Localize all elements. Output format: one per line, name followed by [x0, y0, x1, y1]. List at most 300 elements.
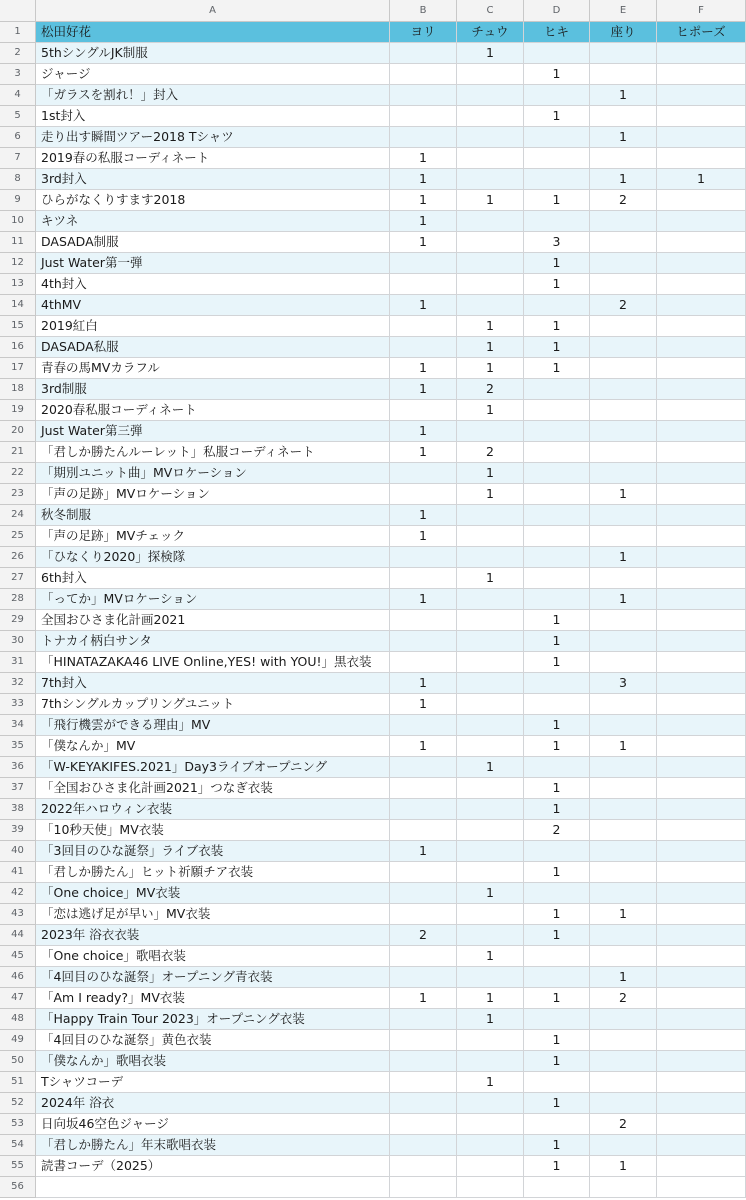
- cell-name[interactable]: 走り出す瞬間ツアー2018 Tシャツ: [36, 127, 390, 148]
- cell-yori[interactable]: 1: [390, 190, 457, 211]
- cell-chuu[interactable]: [457, 652, 524, 673]
- column-header-f[interactable]: F: [657, 0, 746, 22]
- cell-hiki[interactable]: 1: [524, 862, 590, 883]
- cell-hipose[interactable]: [657, 1156, 746, 1177]
- cell-yori[interactable]: [390, 862, 457, 883]
- cell-name[interactable]: 2019紅白: [36, 316, 390, 337]
- cell-hipose[interactable]: [657, 547, 746, 568]
- column-header-e[interactable]: E: [590, 0, 657, 22]
- cell-name[interactable]: ひらがなくりすます2018: [36, 190, 390, 211]
- row-header[interactable]: 43: [0, 904, 36, 925]
- cell-chuu[interactable]: 1: [457, 484, 524, 505]
- cell-hipose[interactable]: [657, 211, 746, 232]
- cell-name[interactable]: DASADA制服: [36, 232, 390, 253]
- cell-yori[interactable]: [390, 631, 457, 652]
- cell-hipose[interactable]: [657, 988, 746, 1009]
- row-header[interactable]: 16: [0, 337, 36, 358]
- cell-hipose[interactable]: [657, 1114, 746, 1135]
- cell-chuu[interactable]: [457, 106, 524, 127]
- cell-chuu[interactable]: 1: [457, 568, 524, 589]
- row-header[interactable]: 24: [0, 505, 36, 526]
- cell-name[interactable]: トナカイ柄白サンタ: [36, 631, 390, 652]
- cell-hiki[interactable]: 1: [524, 904, 590, 925]
- cell-suwari[interactable]: [590, 1093, 657, 1114]
- cell-hipose[interactable]: [657, 589, 746, 610]
- row-header[interactable]: 13: [0, 274, 36, 295]
- cell-hiki[interactable]: [524, 484, 590, 505]
- cell-yori[interactable]: [390, 778, 457, 799]
- cell-hiki[interactable]: [524, 127, 590, 148]
- cell-name[interactable]: 2019春の私服コーディネート: [36, 148, 390, 169]
- cell-yori[interactable]: 1: [390, 988, 457, 1009]
- cell-hiki[interactable]: 1: [524, 337, 590, 358]
- cell-hipose[interactable]: [657, 694, 746, 715]
- cell-suwari[interactable]: 1: [590, 169, 657, 190]
- cell-hipose[interactable]: [657, 946, 746, 967]
- cell-hipose[interactable]: [657, 106, 746, 127]
- cell-name[interactable]: 「HINATAZAKA46 LIVE Online,YES! with YOU!」黒衣装: [36, 652, 390, 673]
- cell-hiki[interactable]: 1: [524, 253, 590, 274]
- cell-yori[interactable]: 1: [390, 358, 457, 379]
- cell-name[interactable]: 「声の足跡」MVチェック: [36, 526, 390, 547]
- cell-hiki[interactable]: [524, 169, 590, 190]
- cell-suwari[interactable]: 1: [590, 736, 657, 757]
- cell-hipose[interactable]: [657, 736, 746, 757]
- cell-suwari[interactable]: [590, 253, 657, 274]
- row-header[interactable]: 6: [0, 127, 36, 148]
- cell-suwari[interactable]: [590, 568, 657, 589]
- row-header[interactable]: 37: [0, 778, 36, 799]
- cell-name[interactable]: 「4回目のひな誕祭」黄色衣装: [36, 1030, 390, 1051]
- row-header[interactable]: 17: [0, 358, 36, 379]
- cell-hiki[interactable]: 2: [524, 820, 590, 841]
- cell-hiki[interactable]: 1: [524, 1156, 590, 1177]
- cell-hiki[interactable]: 1: [524, 64, 590, 85]
- cell-hipose[interactable]: [657, 904, 746, 925]
- cell-name[interactable]: 読書コーデ（2025）: [36, 1156, 390, 1177]
- cell-hipose[interactable]: [657, 295, 746, 316]
- cell-name[interactable]: 「ってか」MVロケーション: [36, 589, 390, 610]
- cell-chuu[interactable]: [457, 673, 524, 694]
- cell-name[interactable]: 2024年 浴衣: [36, 1093, 390, 1114]
- cell-yori[interactable]: [390, 106, 457, 127]
- cell-name[interactable]: 「10秒天使」MV衣装: [36, 820, 390, 841]
- cell-yori[interactable]: 1: [390, 442, 457, 463]
- cell-suwari[interactable]: 2: [590, 988, 657, 1009]
- row-header[interactable]: 48: [0, 1009, 36, 1030]
- cell-chuu[interactable]: [457, 232, 524, 253]
- cell-chuu[interactable]: [457, 694, 524, 715]
- cell-suwari[interactable]: 1: [590, 967, 657, 988]
- cell-suwari[interactable]: [590, 442, 657, 463]
- cell-hipose[interactable]: [657, 631, 746, 652]
- cell-hipose[interactable]: [657, 505, 746, 526]
- row-header[interactable]: 10: [0, 211, 36, 232]
- cell-yori[interactable]: [390, 274, 457, 295]
- cell-yori[interactable]: [390, 43, 457, 64]
- cell-hiki[interactable]: [524, 85, 590, 106]
- cell-name[interactable]: DASADA私服: [36, 337, 390, 358]
- cell-name[interactable]: 「僕なんか」歌唱衣装: [36, 1051, 390, 1072]
- cell-chuu[interactable]: [457, 589, 524, 610]
- cell-chuu[interactable]: [457, 967, 524, 988]
- cell-suwari[interactable]: [590, 610, 657, 631]
- cell-yori[interactable]: 1: [390, 673, 457, 694]
- row-header[interactable]: 14: [0, 295, 36, 316]
- cell-hiki[interactable]: [524, 505, 590, 526]
- cell-hipose[interactable]: [657, 820, 746, 841]
- cell-hipose[interactable]: [657, 463, 746, 484]
- cell-name[interactable]: 「One choice」MV衣装: [36, 883, 390, 904]
- cell-chuu[interactable]: [457, 1114, 524, 1135]
- cell-suwari[interactable]: [590, 1051, 657, 1072]
- cell-hiki[interactable]: 1: [524, 610, 590, 631]
- column-header-d[interactable]: D: [524, 0, 590, 22]
- cell-yori[interactable]: [390, 253, 457, 274]
- row-header[interactable]: 55: [0, 1156, 36, 1177]
- row-header[interactable]: 5: [0, 106, 36, 127]
- empty-cell[interactable]: [36, 1177, 390, 1198]
- row-header[interactable]: 40: [0, 841, 36, 862]
- row-header[interactable]: 34: [0, 715, 36, 736]
- cell-hiki[interactable]: [524, 148, 590, 169]
- cell-hipose[interactable]: [657, 232, 746, 253]
- cell-hipose[interactable]: [657, 442, 746, 463]
- cell-chuu[interactable]: [457, 64, 524, 85]
- cell-hipose[interactable]: [657, 967, 746, 988]
- cell-suwari[interactable]: [590, 211, 657, 232]
- cell-chuu[interactable]: 1: [457, 883, 524, 904]
- cell-chuu[interactable]: [457, 1051, 524, 1072]
- cell-hiki[interactable]: 1: [524, 274, 590, 295]
- empty-cell[interactable]: [657, 1177, 746, 1198]
- row-header[interactable]: 54: [0, 1135, 36, 1156]
- cell-chuu[interactable]: [457, 925, 524, 946]
- cell-name[interactable]: Just Water第三弾: [36, 421, 390, 442]
- cell-chuu[interactable]: [457, 148, 524, 169]
- cell-yori[interactable]: 1: [390, 589, 457, 610]
- cell-hipose[interactable]: [657, 1093, 746, 1114]
- row-header[interactable]: 20: [0, 421, 36, 442]
- cell-suwari[interactable]: 2: [590, 1114, 657, 1135]
- cell-chuu[interactable]: [457, 85, 524, 106]
- cell-suwari[interactable]: 1: [590, 127, 657, 148]
- cell-yori[interactable]: 1: [390, 736, 457, 757]
- cell-chuu[interactable]: [457, 1093, 524, 1114]
- cell-chuu[interactable]: 1: [457, 43, 524, 64]
- cell-suwari[interactable]: [590, 715, 657, 736]
- cell-suwari[interactable]: 2: [590, 295, 657, 316]
- cell-chuu[interactable]: [457, 295, 524, 316]
- cell-hipose[interactable]: [657, 778, 746, 799]
- cell-hipose[interactable]: [657, 925, 746, 946]
- cell-hipose[interactable]: 1: [657, 169, 746, 190]
- cell-hipose[interactable]: [657, 1051, 746, 1072]
- cell-chuu[interactable]: 1: [457, 1072, 524, 1093]
- cell-chuu[interactable]: [457, 631, 524, 652]
- cell-hiki[interactable]: [524, 211, 590, 232]
- cell-yori[interactable]: [390, 1093, 457, 1114]
- cell-suwari[interactable]: [590, 358, 657, 379]
- cell-suwari[interactable]: [590, 505, 657, 526]
- cell-name[interactable]: 3rd封入: [36, 169, 390, 190]
- row-header[interactable]: 23: [0, 484, 36, 505]
- row-header[interactable]: 41: [0, 862, 36, 883]
- row-header[interactable]: 1: [0, 22, 36, 43]
- empty-cell[interactable]: [457, 1177, 524, 1198]
- cell-suwari[interactable]: [590, 1072, 657, 1093]
- row-header[interactable]: 44: [0, 925, 36, 946]
- cell-yori[interactable]: [390, 799, 457, 820]
- cell-suwari[interactable]: [590, 400, 657, 421]
- cell-name[interactable]: 全国おひさま化計画2021: [36, 610, 390, 631]
- empty-cell[interactable]: [590, 1177, 657, 1198]
- cell-name[interactable]: 1st封入: [36, 106, 390, 127]
- cell-name[interactable]: 「4回目のひな誕祭」オープニング青衣装: [36, 967, 390, 988]
- cell-yori[interactable]: 1: [390, 841, 457, 862]
- cell-chuu[interactable]: [457, 274, 524, 295]
- row-header[interactable]: 51: [0, 1072, 36, 1093]
- cell-chuu[interactable]: 1: [457, 463, 524, 484]
- cell-suwari[interactable]: [590, 274, 657, 295]
- column-header-b[interactable]: B: [390, 0, 457, 22]
- row-header[interactable]: 28: [0, 589, 36, 610]
- header-cell-hiki[interactable]: ヒキ: [524, 22, 590, 43]
- cell-hipose[interactable]: [657, 1072, 746, 1093]
- cell-suwari[interactable]: [590, 652, 657, 673]
- cell-name[interactable]: 「One choice」歌唱衣装: [36, 946, 390, 967]
- cell-name[interactable]: 4th封入: [36, 274, 390, 295]
- cell-name[interactable]: Tシャツコーデ: [36, 1072, 390, 1093]
- cell-chuu[interactable]: [457, 778, 524, 799]
- cell-yori[interactable]: [390, 883, 457, 904]
- row-header[interactable]: 35: [0, 736, 36, 757]
- cell-hipose[interactable]: [657, 274, 746, 295]
- cell-suwari[interactable]: [590, 379, 657, 400]
- cell-suwari[interactable]: [590, 778, 657, 799]
- cell-yori[interactable]: [390, 757, 457, 778]
- cell-yori[interactable]: 1: [390, 232, 457, 253]
- cell-yori[interactable]: [390, 316, 457, 337]
- cell-chuu[interactable]: 2: [457, 379, 524, 400]
- empty-cell[interactable]: [524, 1177, 590, 1198]
- cell-hipose[interactable]: [657, 652, 746, 673]
- cell-suwari[interactable]: [590, 43, 657, 64]
- cell-suwari[interactable]: [590, 883, 657, 904]
- cell-suwari[interactable]: [590, 631, 657, 652]
- cell-suwari[interactable]: [590, 946, 657, 967]
- cell-suwari[interactable]: [590, 757, 657, 778]
- cell-suwari[interactable]: [590, 799, 657, 820]
- cell-chuu[interactable]: [457, 799, 524, 820]
- cell-hiki[interactable]: 1: [524, 1093, 590, 1114]
- cell-yori[interactable]: [390, 127, 457, 148]
- cell-yori[interactable]: [390, 400, 457, 421]
- cell-hipose[interactable]: [657, 316, 746, 337]
- cell-hiki[interactable]: [524, 421, 590, 442]
- cell-name[interactable]: 「全国おひさま化計画2021」つなぎ衣装: [36, 778, 390, 799]
- cell-suwari[interactable]: [590, 337, 657, 358]
- cell-chuu[interactable]: [457, 904, 524, 925]
- cell-hipose[interactable]: [657, 43, 746, 64]
- cell-yori[interactable]: [390, 1051, 457, 1072]
- cell-chuu[interactable]: 1: [457, 757, 524, 778]
- cell-hiki[interactable]: 1: [524, 988, 590, 1009]
- cell-name[interactable]: 2020春私服コーディネート: [36, 400, 390, 421]
- cell-yori[interactable]: 1: [390, 211, 457, 232]
- cell-hipose[interactable]: [657, 715, 746, 736]
- row-header[interactable]: 56: [0, 1177, 36, 1198]
- cell-name[interactable]: 「君しか勝たんルーレット」私服コーディネート: [36, 442, 390, 463]
- header-cell-hipose[interactable]: ヒポーズ: [657, 22, 746, 43]
- cell-name[interactable]: 5thシングルJK制服: [36, 43, 390, 64]
- row-header[interactable]: 31: [0, 652, 36, 673]
- cell-hipose[interactable]: [657, 190, 746, 211]
- cell-hipose[interactable]: [657, 841, 746, 862]
- cell-hiki[interactable]: [524, 946, 590, 967]
- cell-name[interactable]: 「期別ユニット曲」MVロケーション: [36, 463, 390, 484]
- column-header-a[interactable]: A: [36, 0, 390, 22]
- cell-yori[interactable]: [390, 85, 457, 106]
- select-all-corner[interactable]: [0, 0, 36, 22]
- cell-hiki[interactable]: [524, 1072, 590, 1093]
- cell-chuu[interactable]: 2: [457, 442, 524, 463]
- cell-chuu[interactable]: [457, 1030, 524, 1051]
- cell-name[interactable]: 「声の足跡」MVロケーション: [36, 484, 390, 505]
- cell-hiki[interactable]: [524, 1114, 590, 1135]
- cell-name[interactable]: 秋冬制服: [36, 505, 390, 526]
- cell-suwari[interactable]: [590, 64, 657, 85]
- cell-hipose[interactable]: [657, 85, 746, 106]
- row-header[interactable]: 39: [0, 820, 36, 841]
- cell-chuu[interactable]: 1: [457, 1009, 524, 1030]
- cell-suwari[interactable]: [590, 862, 657, 883]
- cell-name[interactable]: 「君しか勝たん」ヒット祈願チア衣装: [36, 862, 390, 883]
- row-header[interactable]: 8: [0, 169, 36, 190]
- cell-yori[interactable]: [390, 610, 457, 631]
- row-header[interactable]: 15: [0, 316, 36, 337]
- row-header[interactable]: 22: [0, 463, 36, 484]
- column-header-c[interactable]: C: [457, 0, 524, 22]
- cell-name[interactable]: 「3回目のひな誕祭」ライブ衣装: [36, 841, 390, 862]
- row-header[interactable]: 30: [0, 631, 36, 652]
- cell-hipose[interactable]: [657, 358, 746, 379]
- cell-yori[interactable]: 1: [390, 526, 457, 547]
- cell-hiki[interactable]: [524, 568, 590, 589]
- row-header[interactable]: 53: [0, 1114, 36, 1135]
- cell-hipose[interactable]: [657, 400, 746, 421]
- cell-yori[interactable]: 1: [390, 169, 457, 190]
- row-header[interactable]: 27: [0, 568, 36, 589]
- row-header[interactable]: 47: [0, 988, 36, 1009]
- cell-hiki[interactable]: [524, 442, 590, 463]
- cell-hiki[interactable]: 1: [524, 316, 590, 337]
- cell-yori[interactable]: [390, 1114, 457, 1135]
- cell-name[interactable]: ジャージ: [36, 64, 390, 85]
- cell-yori[interactable]: [390, 337, 457, 358]
- cell-yori[interactable]: [390, 484, 457, 505]
- cell-hiki[interactable]: 1: [524, 631, 590, 652]
- cell-hiki[interactable]: 1: [524, 190, 590, 211]
- cell-yori[interactable]: [390, 967, 457, 988]
- row-header[interactable]: 12: [0, 253, 36, 274]
- row-header[interactable]: 45: [0, 946, 36, 967]
- cell-name[interactable]: 7th封入: [36, 673, 390, 694]
- cell-hiki[interactable]: 1: [524, 925, 590, 946]
- cell-chuu[interactable]: [457, 127, 524, 148]
- cell-suwari[interactable]: 1: [590, 85, 657, 106]
- cell-chuu[interactable]: 1: [457, 337, 524, 358]
- cell-hiki[interactable]: [524, 526, 590, 547]
- cell-suwari[interactable]: 2: [590, 190, 657, 211]
- cell-chuu[interactable]: [457, 841, 524, 862]
- cell-hiki[interactable]: 1: [524, 736, 590, 757]
- cell-hipose[interactable]: [657, 127, 746, 148]
- cell-suwari[interactable]: 1: [590, 547, 657, 568]
- cell-suwari[interactable]: [590, 232, 657, 253]
- cell-hipose[interactable]: [657, 148, 746, 169]
- cell-name[interactable]: 「Am I ready?」MV衣装: [36, 988, 390, 1009]
- cell-chuu[interactable]: [457, 610, 524, 631]
- cell-name[interactable]: 「恋は逃げ足が早い」MV衣装: [36, 904, 390, 925]
- cell-yori[interactable]: [390, 463, 457, 484]
- cell-hipose[interactable]: [657, 484, 746, 505]
- header-cell-suwari[interactable]: 座り: [590, 22, 657, 43]
- row-header[interactable]: 9: [0, 190, 36, 211]
- cell-yori[interactable]: [390, 1135, 457, 1156]
- cell-suwari[interactable]: [590, 106, 657, 127]
- cell-hiki[interactable]: [524, 883, 590, 904]
- cell-hiki[interactable]: [524, 589, 590, 610]
- cell-suwari[interactable]: [590, 148, 657, 169]
- cell-chuu[interactable]: [457, 1156, 524, 1177]
- cell-yori[interactable]: 2: [390, 925, 457, 946]
- cell-suwari[interactable]: [590, 1009, 657, 1030]
- row-header[interactable]: 2: [0, 43, 36, 64]
- row-header[interactable]: 18: [0, 379, 36, 400]
- row-header[interactable]: 19: [0, 400, 36, 421]
- cell-name[interactable]: 2022年ハロウィン衣装: [36, 799, 390, 820]
- cell-hiki[interactable]: 3: [524, 232, 590, 253]
- cell-yori[interactable]: [390, 820, 457, 841]
- cell-chuu[interactable]: 1: [457, 358, 524, 379]
- cell-yori[interactable]: [390, 904, 457, 925]
- cell-name[interactable]: 2023年 浴衣衣装: [36, 925, 390, 946]
- cell-suwari[interactable]: 1: [590, 904, 657, 925]
- cell-suwari[interactable]: [590, 820, 657, 841]
- cell-hipose[interactable]: [657, 757, 746, 778]
- cell-hiki[interactable]: [524, 43, 590, 64]
- row-header[interactable]: 36: [0, 757, 36, 778]
- cell-name[interactable]: 6th封入: [36, 568, 390, 589]
- cell-name[interactable]: キツネ: [36, 211, 390, 232]
- cell-name[interactable]: 「W-KEYAKIFES.2021」Day3ライブオープニング: [36, 757, 390, 778]
- row-header[interactable]: 3: [0, 64, 36, 85]
- cell-hiki[interactable]: [524, 463, 590, 484]
- cell-hipose[interactable]: [657, 64, 746, 85]
- cell-suwari[interactable]: [590, 694, 657, 715]
- cell-yori[interactable]: 1: [390, 505, 457, 526]
- cell-hipose[interactable]: [657, 1009, 746, 1030]
- empty-cell[interactable]: [390, 1177, 457, 1198]
- cell-hipose[interactable]: [657, 610, 746, 631]
- cell-hiki[interactable]: [524, 757, 590, 778]
- cell-hiki[interactable]: 1: [524, 778, 590, 799]
- row-header[interactable]: 25: [0, 526, 36, 547]
- cell-chuu[interactable]: [457, 736, 524, 757]
- cell-hipose[interactable]: [657, 673, 746, 694]
- cell-chuu[interactable]: [457, 526, 524, 547]
